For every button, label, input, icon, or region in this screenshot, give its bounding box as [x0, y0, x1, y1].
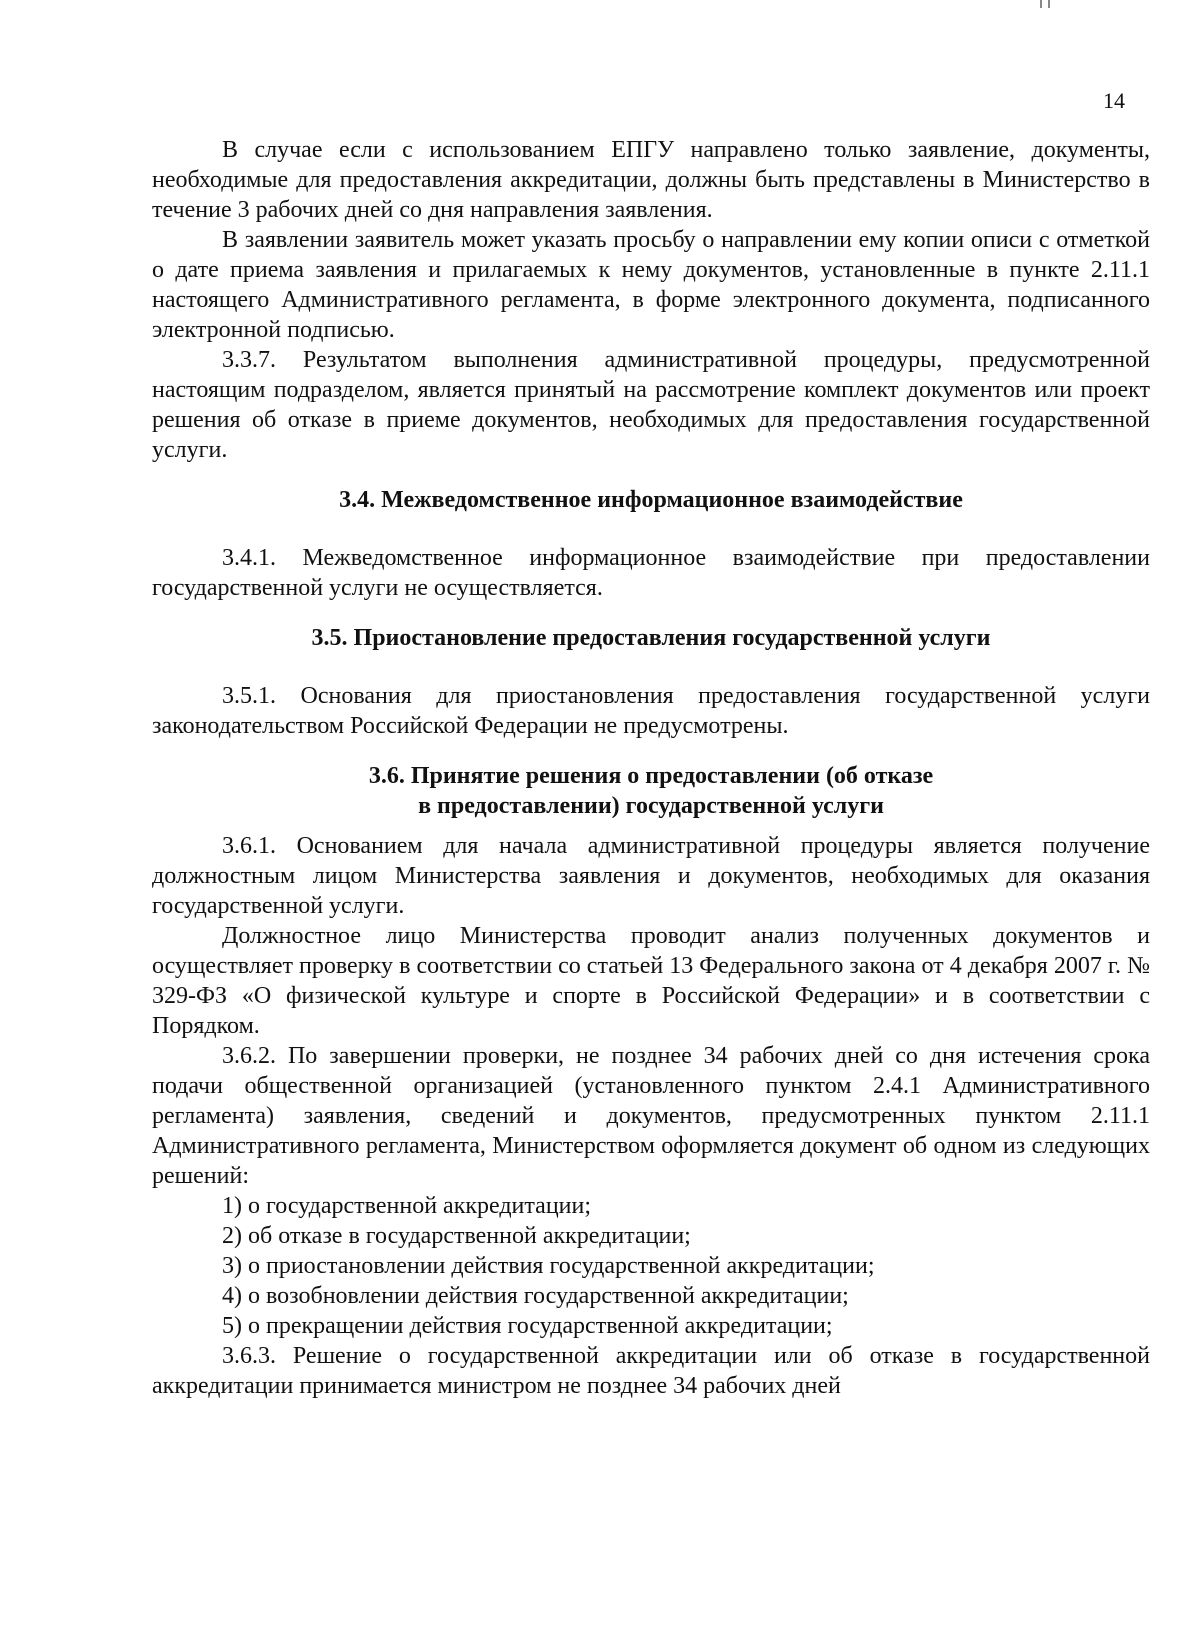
list-item: 1) о государственной аккредитации; [222, 1193, 592, 1219]
list-item: 2) об отказе в государственной аккредитации; [222, 1223, 691, 1249]
heading-line: в предоставлении) государственной услуги [418, 793, 884, 819]
paragraph: 3.3.7. Результатом выполнения административной процедуры, предусмотренной настоящим подразделом, является принятый на рассмотрение комплект документов или проект решения об отказе в приеме документов, необходимых для предоставления государственной услуги. [152, 347, 1150, 463]
paragraph: 3.4.1. Межведомственное информационное взаимодействие при предоставлении государственной услуги не осуществляется. [152, 545, 1150, 601]
heading-line: 3.6. Принятие решения о предоставлении (об отказе [368, 763, 934, 789]
list-item: 4) о возобновлении действия государственной аккредитации; [222, 1283, 849, 1309]
section-heading-3-5: 3.5. Приостановление предоставления государственной услуги [311, 625, 991, 651]
paragraph: 3.5.1. Основания для приостановления предоставления государственной услуги законодательством Российской Федерации не предусмотрены. [152, 683, 1150, 739]
document-body [152, 135, 1150, 1401]
scan-artifact-mark [1040, 0, 1042, 8]
section-heading-3-6 [152, 761, 1150, 821]
paragraph: В заявлении заявитель может указать просьбу о направлении ему копии описи с отметкой о дате приема заявления и прилагаемых к нему документов, установленные в пункте 2.11.1 настоящего Административного регламента, в форме электронного документа, подписанного электронной подписью. [152, 227, 1150, 343]
paragraph: Должностное лицо Министерства проводит анализ полученных документов и осуществляет проверку в соответствии со статьей 13 Федерального закона от 4 декабря 2007 г. № 329-ФЗ «О физической культуре и спорте в Российской Федерации» и в соответствии с Порядком. [152, 923, 1150, 1039]
paragraph: 3.6.3. Решение о государственной аккредитации или об отказе в государственной аккредитации принимается министром не позднее 34 рабочих дней [152, 1343, 1150, 1399]
list-item: 3) о приостановлении действия государственной аккредитации; [222, 1253, 875, 1279]
section-heading-3-4: 3.4. Межведомственное информационное взаимодействие [339, 487, 963, 513]
list-item: 5) о прекращении действия государственной аккредитации; [222, 1313, 833, 1339]
scan-artifact-mark [1048, 0, 1050, 8]
paragraph: В случае если с использованием ЕПГУ направлено только заявление, документы, необходимые для предоставления аккредитации, должны быть представлены в Министерство в течение 3 рабочих дней со дня направления заявления. [152, 137, 1150, 223]
paragraph: 3.6.1. Основанием для начала административной процедуры является получение должностным лицом Министерства заявления и документов, необходимых для оказания государственной услуги. [152, 833, 1150, 919]
page-number: 14 [1103, 88, 1125, 113]
paragraph: 3.6.2. По завершении проверки, не позднее 34 рабочих дней со дня истечения срока подачи общественной организацией (установленного пунктом 2.4.1 Административного регламента) заявления, сведений и документов, предусмотренных пунктом 2.11.1 Административного регламента, Министерством оформляется документ об одном из следующих решений: [152, 1043, 1150, 1189]
